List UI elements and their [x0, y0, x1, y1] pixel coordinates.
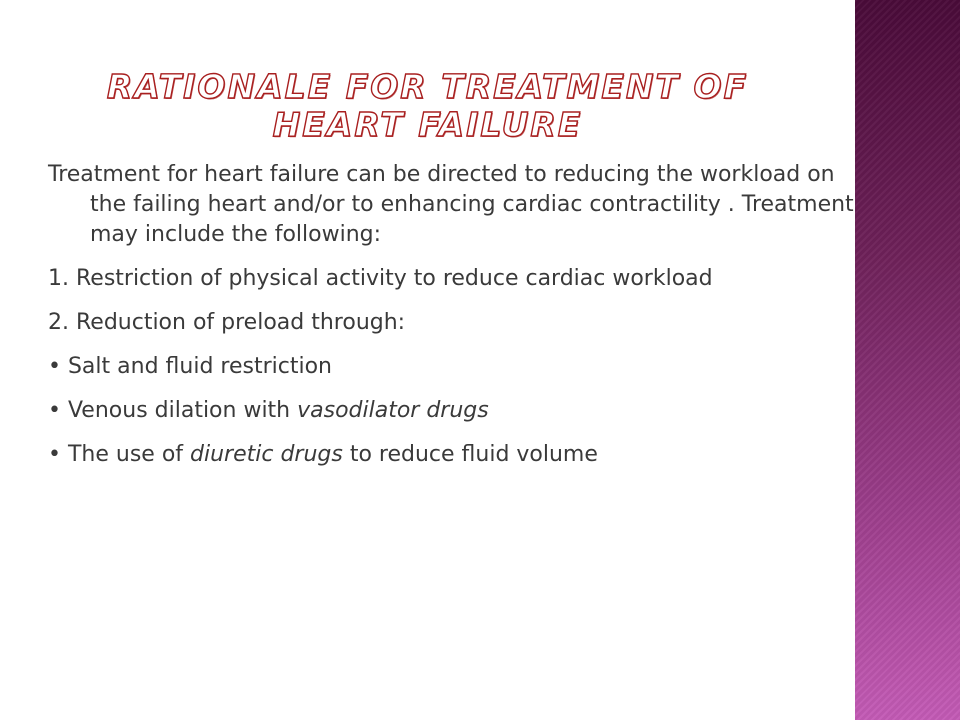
slide-body: [48, 160, 868, 484]
list-item-2: 2. Reduction of preload through:: [48, 310, 406, 335]
list-item-1: 1. Restriction of physical activity to reduce cardiac workload: [48, 266, 713, 291]
bullet-text: • Venous dilation with: [48, 398, 298, 423]
bullet-italic-term: vasodilator drugs: [297, 398, 489, 423]
bullet-diuretic: [48, 440, 868, 470]
bullet-text: • The use of: [48, 442, 191, 467]
slide-title: RATIONALE FOR TREATMENT OF HEART FAILURE: [106, 67, 749, 144]
intro-paragraph: Treatment for heart failure can be directed to reducing the workload on the failing heart and/or to enhancing cardiac contractility . Treatment may include the following:: [48, 162, 854, 247]
bullet-salt-fluid: • Salt and fluid restriction: [48, 354, 332, 379]
bullet-italic-term: diuretic drugs: [190, 442, 343, 467]
bullet-text: to reduce fluid volume: [342, 442, 598, 467]
bullet-venous-dilation: [48, 396, 868, 426]
decorative-side-band: [855, 0, 960, 720]
